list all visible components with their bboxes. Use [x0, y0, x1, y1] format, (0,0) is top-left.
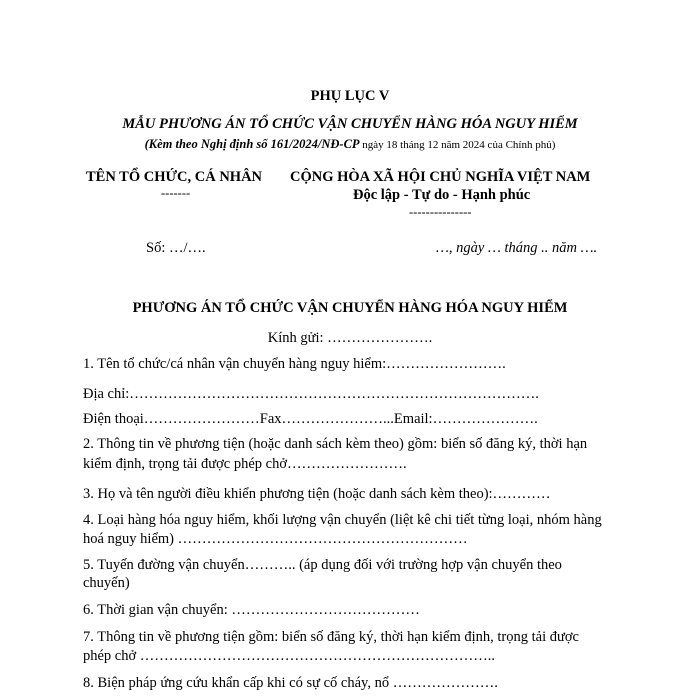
body-line-address: Địa chỉ:…………………………………………………………………………. [83, 386, 539, 402]
body-line-2b: kiểm định, trọng tải được phép chở……………………. [83, 456, 407, 472]
recipient-line: Kính gửi: …………………. [267, 330, 433, 346]
body-line-2a: 2. Thông tin về phương tiện (hoặc danh sách kèm theo) gồm: biển số đăng ký, thời hạn [83, 436, 588, 452]
body-line-4a: 4. Loại hàng hóa nguy hiểm, khối lượng vận chuyển (liệt kê chi tiết từng loại, nhóm hàng [83, 512, 602, 528]
body-line-1: 1. Tên tổ chức/cá nhân vận chuyển hàng nguy hiểm:……………………. [83, 356, 506, 372]
body-line-5a: 5. Tuyến đường vận chuyển……….. (áp dụng đối với trường hợp vận chuyển theo [83, 557, 562, 573]
body-line-5b: chuyến) [83, 575, 130, 591]
country-name: CỘNG HÒA XÃ HỘI CHỦ NGHĨA VIỆT NAM [290, 169, 591, 185]
form-title: MẪU PHƯƠNG ÁN TỔ CHỨC VẬN CHUYỂN HÀNG HÓA NGUY HIỂM [122, 116, 578, 132]
national-motto: Độc lập - Tự do - Hạnh phúc [353, 187, 531, 203]
organization-name: TÊN TỔ CHỨC, CÁ NHÂN [86, 169, 263, 185]
motto-divider: --------------- [409, 205, 472, 219]
body-line-6: 6. Thời gian vận chuyển: ………………………………… [83, 602, 420, 618]
body-line-7b: phép chở ……………………………………………………………….. [83, 648, 496, 664]
appendix-label: PHỤ LỤC V [310, 88, 390, 104]
body-line-contact: Điện thoại……………………Fax…………………...Email:…………………. [83, 411, 538, 427]
document-date: …, ngày … tháng .. năm …. [436, 240, 598, 256]
body-line-4b: hoá nguy hiểm) …………………………………………………… [83, 531, 468, 547]
decree-date: ngày 18 tháng 12 năm 2024 của Chính phủ) [359, 139, 556, 151]
document-title: PHƯƠNG ÁN TỔ CHỨC VẬN CHUYỂN HÀNG HÓA NGUY HIỂM [132, 300, 568, 316]
body-line-3: 3. Họ và tên người điều khiển phương tiện (hoặc danh sách kèm theo):………… [83, 486, 551, 502]
document-number: Số: …/…. [146, 240, 206, 256]
body-line-7a: 7. Thông tin về phương tiện gồm: biển số đăng ký, thời hạn kiểm định, trọng tải được [83, 629, 579, 645]
decree-reference [0, 137, 700, 152]
decree-number: (Kèm theo Nghị định số 161/2024/NĐ-CP [144, 137, 360, 151]
organization-divider: ------- [161, 186, 191, 200]
body-line-8: 8. Biện pháp ứng cứu khẩn cấp khi có sự cố cháy, nổ …………………. [83, 675, 498, 691]
